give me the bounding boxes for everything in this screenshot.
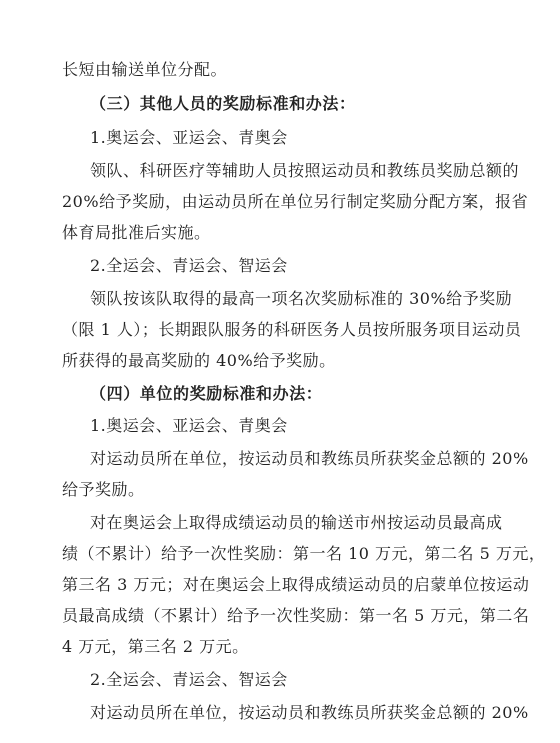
paragraph-line: 长短由输送单位分配。 [62, 60, 228, 79]
paragraph-line: 体育局批准后实施。 [62, 223, 211, 242]
paragraph-line: 对运动员所在单位，按运动员和教练员所获奖金总额的 20% [90, 703, 529, 722]
paragraph-line: 第三名 3 万元；对在奥运会上取得成绩运动员的启蒙单位按运动 [62, 575, 530, 594]
subsection-heading: 2.全运会、青运会、智运会 [90, 670, 288, 689]
section-heading-three: （三）其他人员的奖励标准和办法： [90, 94, 356, 113]
section-heading-four: （四）单位的奖励标准和办法： [90, 384, 323, 403]
subsection-heading: 1.奥运会、亚运会、青奥会 [90, 128, 288, 147]
subsection-heading: 2.全运会、青运会、智运会 [90, 256, 288, 275]
paragraph-line: 员最高成绩（不累计）给予一次性奖励：第一名 5 万元，第二名 [62, 606, 530, 625]
paragraph-line: 给予奖励。 [62, 480, 145, 499]
paragraph-line: 对运动员所在单位，按运动员和教练员所获奖金总额的 20% [90, 449, 529, 468]
paragraph-line: 20%给予奖励，由运动员所在单位另行制定奖励分配方案，报省 [62, 192, 529, 211]
paragraph-line: （限 1 人）；长期跟队服务的科研医务人员按所服务项目运动员 [62, 320, 522, 339]
paragraph-line: 领队按该队取得的最高一项名次奖励标准的 30%给予奖励 [90, 289, 513, 308]
paragraph-line: 绩（不累计）给予一次性奖励：第一名 10 万元，第二名 5 万元， [62, 544, 546, 563]
paragraph-line: 4 万元，第三名 2 万元。 [62, 637, 249, 656]
subsection-heading: 1.奥运会、亚运会、青奥会 [90, 416, 288, 435]
paragraph-line: 所获得的最高奖励的 40%给予奖励。 [62, 351, 336, 370]
paragraph-line: 对在奥运会上取得成绩运动员的输送市州按运动员最高成 [90, 513, 503, 532]
paragraph-line: 领队、科研医疗等辅助人员按照运动员和教练员奖励总额的 [90, 161, 520, 180]
